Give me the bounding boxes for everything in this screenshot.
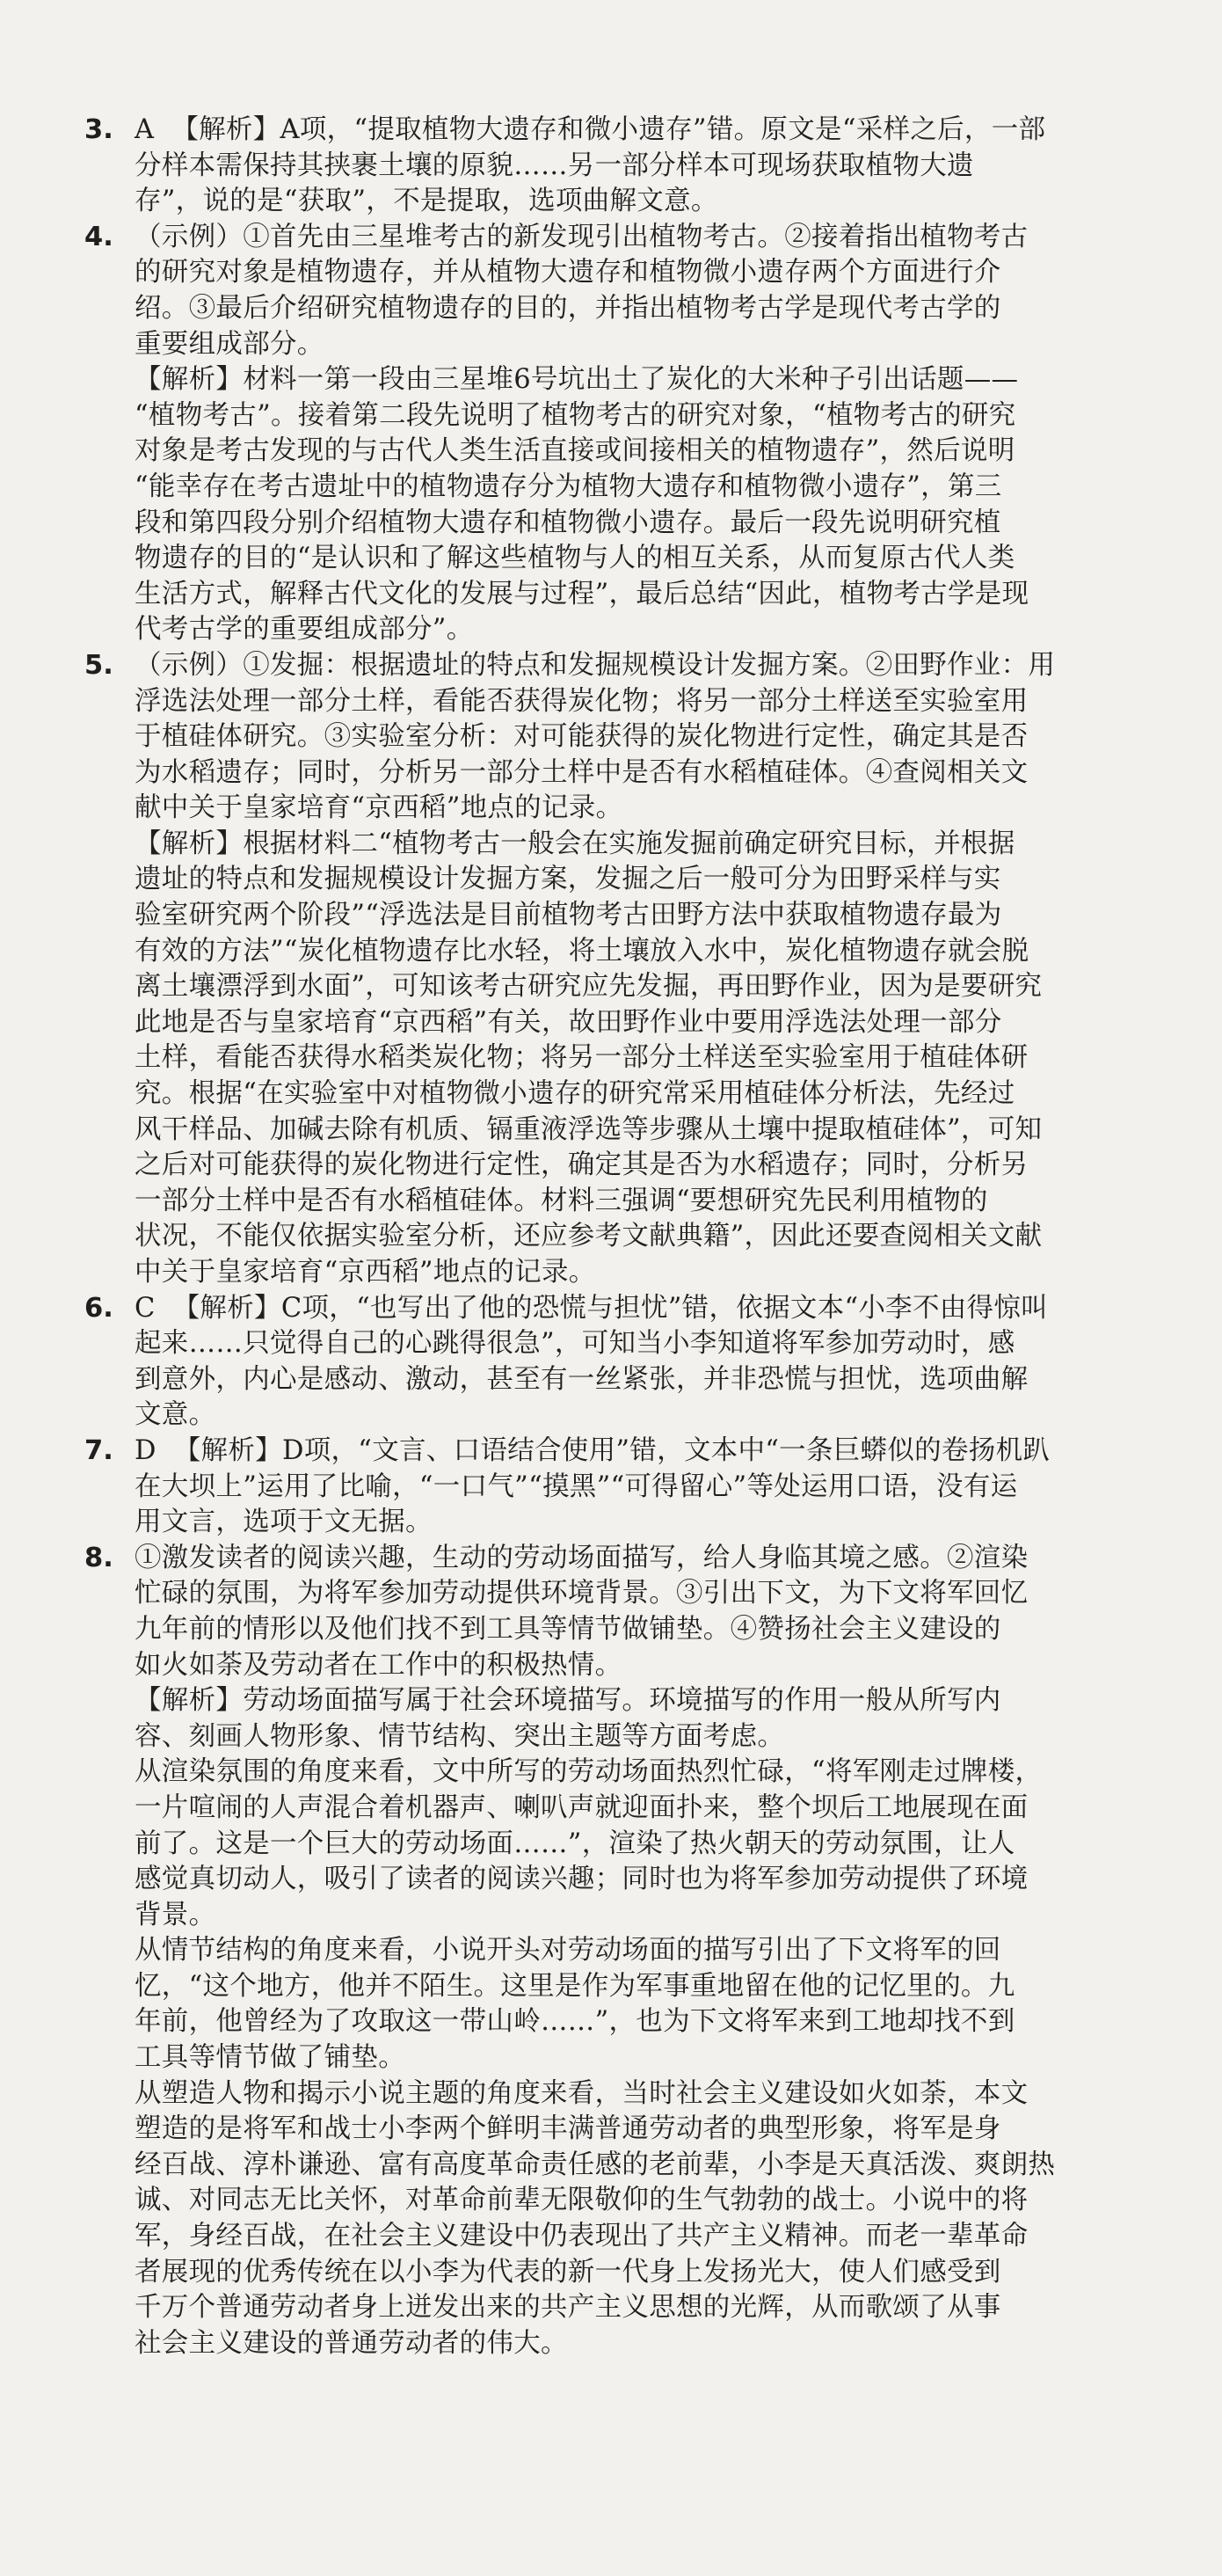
text-line: 究。根据“在实验室中对植物微小遗存的研究常采用植硅体分析法，先经过	[135, 1078, 1015, 1110]
text-line: 年前，他曾经为了攻取这一带山岭……”，也为下文将军来到工地却找不到	[135, 2006, 1015, 2038]
text-line: 从情节结构的角度来看，小说开头对劳动场面的描写引出了下文将军的回	[135, 1935, 1001, 1967]
text-line: 在大坝上”运用了比喻，“一口气”“摸黑”“可得留心”等处运用口语，没有运	[135, 1470, 1018, 1502]
text-line: （示例）①发掘：根据遗址的特点和发掘规模设计发掘方案。②田野作业：用	[135, 649, 1056, 681]
text-line: D 【解析】D项，“文言、口语结合使用”错，文本中“一条巨蟒似的卷扬机趴	[135, 1434, 1051, 1466]
text-line: 的研究对象是植物遗存，并从植物大遗存和植物微小遗存两个方面进行介	[135, 257, 1001, 288]
text-line: 献中关于皇家培育“京西稻”地点的记录。	[135, 792, 623, 824]
text-line: 此地是否与皇家培育“京西稻”有关，故田野作业中要用浮选法处理一部分	[135, 1006, 1002, 1038]
text-line: 起来……只觉得自己的心跳得很急”，可知当小李知道将军参加劳动时，感	[135, 1328, 1015, 1360]
text-line: 如火如荼及劳动者在工作中的积极热情。	[135, 1649, 622, 1681]
text-line: 重要组成部分。	[135, 328, 324, 360]
text-line: 社会主义建设的普通劳动者的伟大。	[135, 2327, 568, 2359]
text-line: 容、刻画人物形象、情节结构、突出主题等方面考虑。	[135, 1720, 785, 1752]
text-line: 从渲染氛围的角度来看，文中所写的劳动场面热烈忙碌，“将军刚走过牌楼，	[135, 1756, 1043, 1788]
text-line: 忆，“这个地方，他并不陌生。这里是作为军事重地留在他的记忆里的。九	[135, 1970, 1015, 2002]
text-line: 于植硅体研究。③实验室分析：对可能获得的炭化物进行定性，确定其是否	[135, 721, 1029, 753]
text-line: 物遗存的目的“是认识和了解这些植物与人的相互关系，从而复原古代人类	[135, 543, 1015, 574]
text-line: 存”，说的是“获取”，不是提取，选项曲解文意。	[135, 186, 718, 217]
text-line: 验室研究两个阶段”“浮选法是目前植物考古田野方法中获取植物遗存最为	[135, 900, 1002, 931]
text-line: 生活方式，解释古代文化的发展与过程”，最后总结“因此，植物考古学是现	[135, 578, 1029, 609]
text-line: 浮选法处理一部分土样，看能否获得炭化物；将另一部分土样送至实验室用	[135, 685, 1029, 717]
text-line: 【解析】材料一第一段由三星堆6号坑出土了炭化的大米种子引出话题——	[135, 364, 1019, 396]
text-line: 塑造的是将军和战士小李两个鲜明丰满普通劳动者的典型形象，将军是身	[135, 2113, 1001, 2145]
text-line: 状况，不能仅依据实验室分析，还应参考文献典籍”，因此还要查阅相关文献	[135, 1221, 1043, 1252]
answer-item	[84, 1434, 1166, 1541]
question-number: 6.	[84, 1292, 113, 1324]
question-number: 3.	[84, 114, 113, 145]
text-line: 对象是考古发现的与古代人类生活直接或间接相关的植物遗存”，然后说明	[135, 435, 1015, 467]
text-line: 有效的方法”“炭化植物遗存比水轻，将土壤放入水中，炭化植物遗存就会脱	[135, 935, 1029, 967]
text-line: 离土壤漂浮到水面”，可知该考古研究应先发掘，再田野作业，因为是要研究	[135, 971, 1043, 1003]
text-line: ①激发读者的阅读兴趣，生动的劳动场面描写，给人身临其境之感。②渲染	[135, 1542, 1029, 1573]
text-line: 段和第四段分别介绍植物大遗存和植物微小遗存。最后一段先说明研究植	[135, 507, 1001, 538]
answer-item	[84, 1541, 1166, 2362]
question-number: 8.	[84, 1542, 113, 1573]
text-line: 用文言，选项于文无据。	[135, 1507, 433, 1538]
answer-body	[135, 113, 1166, 220]
text-line: 【解析】根据材料二“植物考古一般会在实施发掘前确定研究目标，并根据	[135, 828, 1015, 859]
answer-item	[84, 113, 1166, 220]
text-line: 者展现的优秀传统在以小李为代表的新一代身上发扬光大，使人们感受到	[135, 2256, 1001, 2288]
answer-item	[84, 1291, 1166, 1434]
answer-item	[84, 220, 1166, 648]
text-line: 风干样品、加碱去除有机质、镉重液浮选等步骤从土壤中提取植硅体”，可知	[135, 1113, 1043, 1145]
text-line: 到意外，内心是感动、激动，甚至有一丝紧张，并非恐慌与担忧，选项曲解	[135, 1363, 1029, 1395]
text-line: 分样本需保持其挟裹土壤的原貌……另一部分样本可现场获取植物大遗	[135, 150, 974, 181]
text-line: 绍。③最后介绍研究植物遗存的目的，并指出植物考古学是现代考古学的	[135, 292, 1001, 324]
text-line: 一部分土样中是否有水稻植硅体。材料三强调“要想研究先民利用植物的	[135, 1185, 988, 1216]
text-line: 军，身经百战，在社会主义建设中仍表现出了共产主义精神。而老一辈革命	[135, 2221, 1029, 2252]
answer-body	[135, 1291, 1166, 1434]
text-line: 为水稻遗存；同时，分析另一部分土样中是否有水稻植硅体。④查阅相关文	[135, 756, 1029, 788]
answer-body	[135, 220, 1166, 648]
question-number: 5.	[84, 649, 113, 681]
text-line: “能幸存在考古遗址中的植物遗存分为植物大遗存和植物微小遗存”，第三	[135, 471, 1002, 502]
text-line: 遗址的特点和发掘规模设计发掘方案，发掘之后一般可分为田野采样与实	[135, 864, 1001, 895]
text-line: 背景。	[135, 1899, 216, 1930]
text-line: 中关于皇家培育“京西稻”地点的记录。	[135, 1257, 596, 1288]
text-line: 经百战、淳朴谦逊、富有高度革命责任感的老前辈，小李是天真活泼、爽朗热	[135, 2149, 1056, 2180]
question-number: 4.	[84, 221, 113, 252]
text-line: 前了。这是一个巨大的劳动场面……”，渲染了热火朝天的劳动氛围，让人	[135, 1828, 1015, 1859]
text-line: 土样，看能否获得水稻类炭化物；将另一部分土样送至实验室用于植硅体研	[135, 1042, 1029, 1074]
answer-body	[135, 1541, 1166, 2362]
answer-body	[135, 1434, 1166, 1541]
text-line: （示例）①首先由三星堆考古的新发现引出植物考古。②接着指出植物考古	[135, 221, 1029, 252]
text-line: 工具等情节做了铺垫。	[135, 2042, 405, 2074]
answer-item	[84, 648, 1166, 1291]
text-line: A 【解析】A项，“提取植物大遗存和微小遗存”错。原文是“采样之后，一部	[135, 114, 1046, 145]
text-line: 文意。	[135, 1399, 216, 1431]
text-line: 一片喧闹的人声混合着机器声、喇叭声就迎面扑来，整个坝后工地展现在面	[135, 1792, 1029, 1823]
text-line: “植物考古”。接着第二段先说明了植物考古的研究对象，“植物考古的研究	[135, 399, 1016, 431]
text-line: 代考古学的重要组成部分”。	[135, 614, 474, 646]
text-line: 从塑造人物和揭示小说主题的角度来看，当时社会主义建设如火如荼，本文	[135, 2077, 1029, 2109]
text-line: 九年前的情形以及他们找不到工具等情节做铺垫。④赞扬社会主义建设的	[135, 1613, 1001, 1645]
text-line: 千万个普通劳动者身上迸发出来的共产主义思想的光辉，从而歌颂了从事	[135, 2292, 1001, 2324]
answer-body	[135, 648, 1166, 1291]
text-line: 【解析】劳动场面描写属于社会环境描写。环境描写的作用一般从所写内	[135, 1685, 1001, 1717]
text-line: 诚、对同志无比关怀，对革命前辈无限敬仰的生气勃勃的战士。小说中的将	[135, 2185, 1029, 2216]
question-number: 7.	[84, 1434, 113, 1466]
text-line: C 【解析】C项，“也写出了他的恐慌与担忧”错，依据文本“小李不由得惊叫	[135, 1292, 1048, 1324]
text-line: 忙碌的氛围，为将军参加劳动提供环境背景。③引出下文，为下文将军回忆	[135, 1578, 1029, 1609]
text-line: 之后对可能获得的炭化物进行定性，确定其是否为水稻遗存；同时，分析另	[135, 1149, 1029, 1181]
text-line: 感觉真切动人，吸引了读者的阅读兴趣；同时也为将军参加劳动提供了环境	[135, 1864, 1029, 1895]
